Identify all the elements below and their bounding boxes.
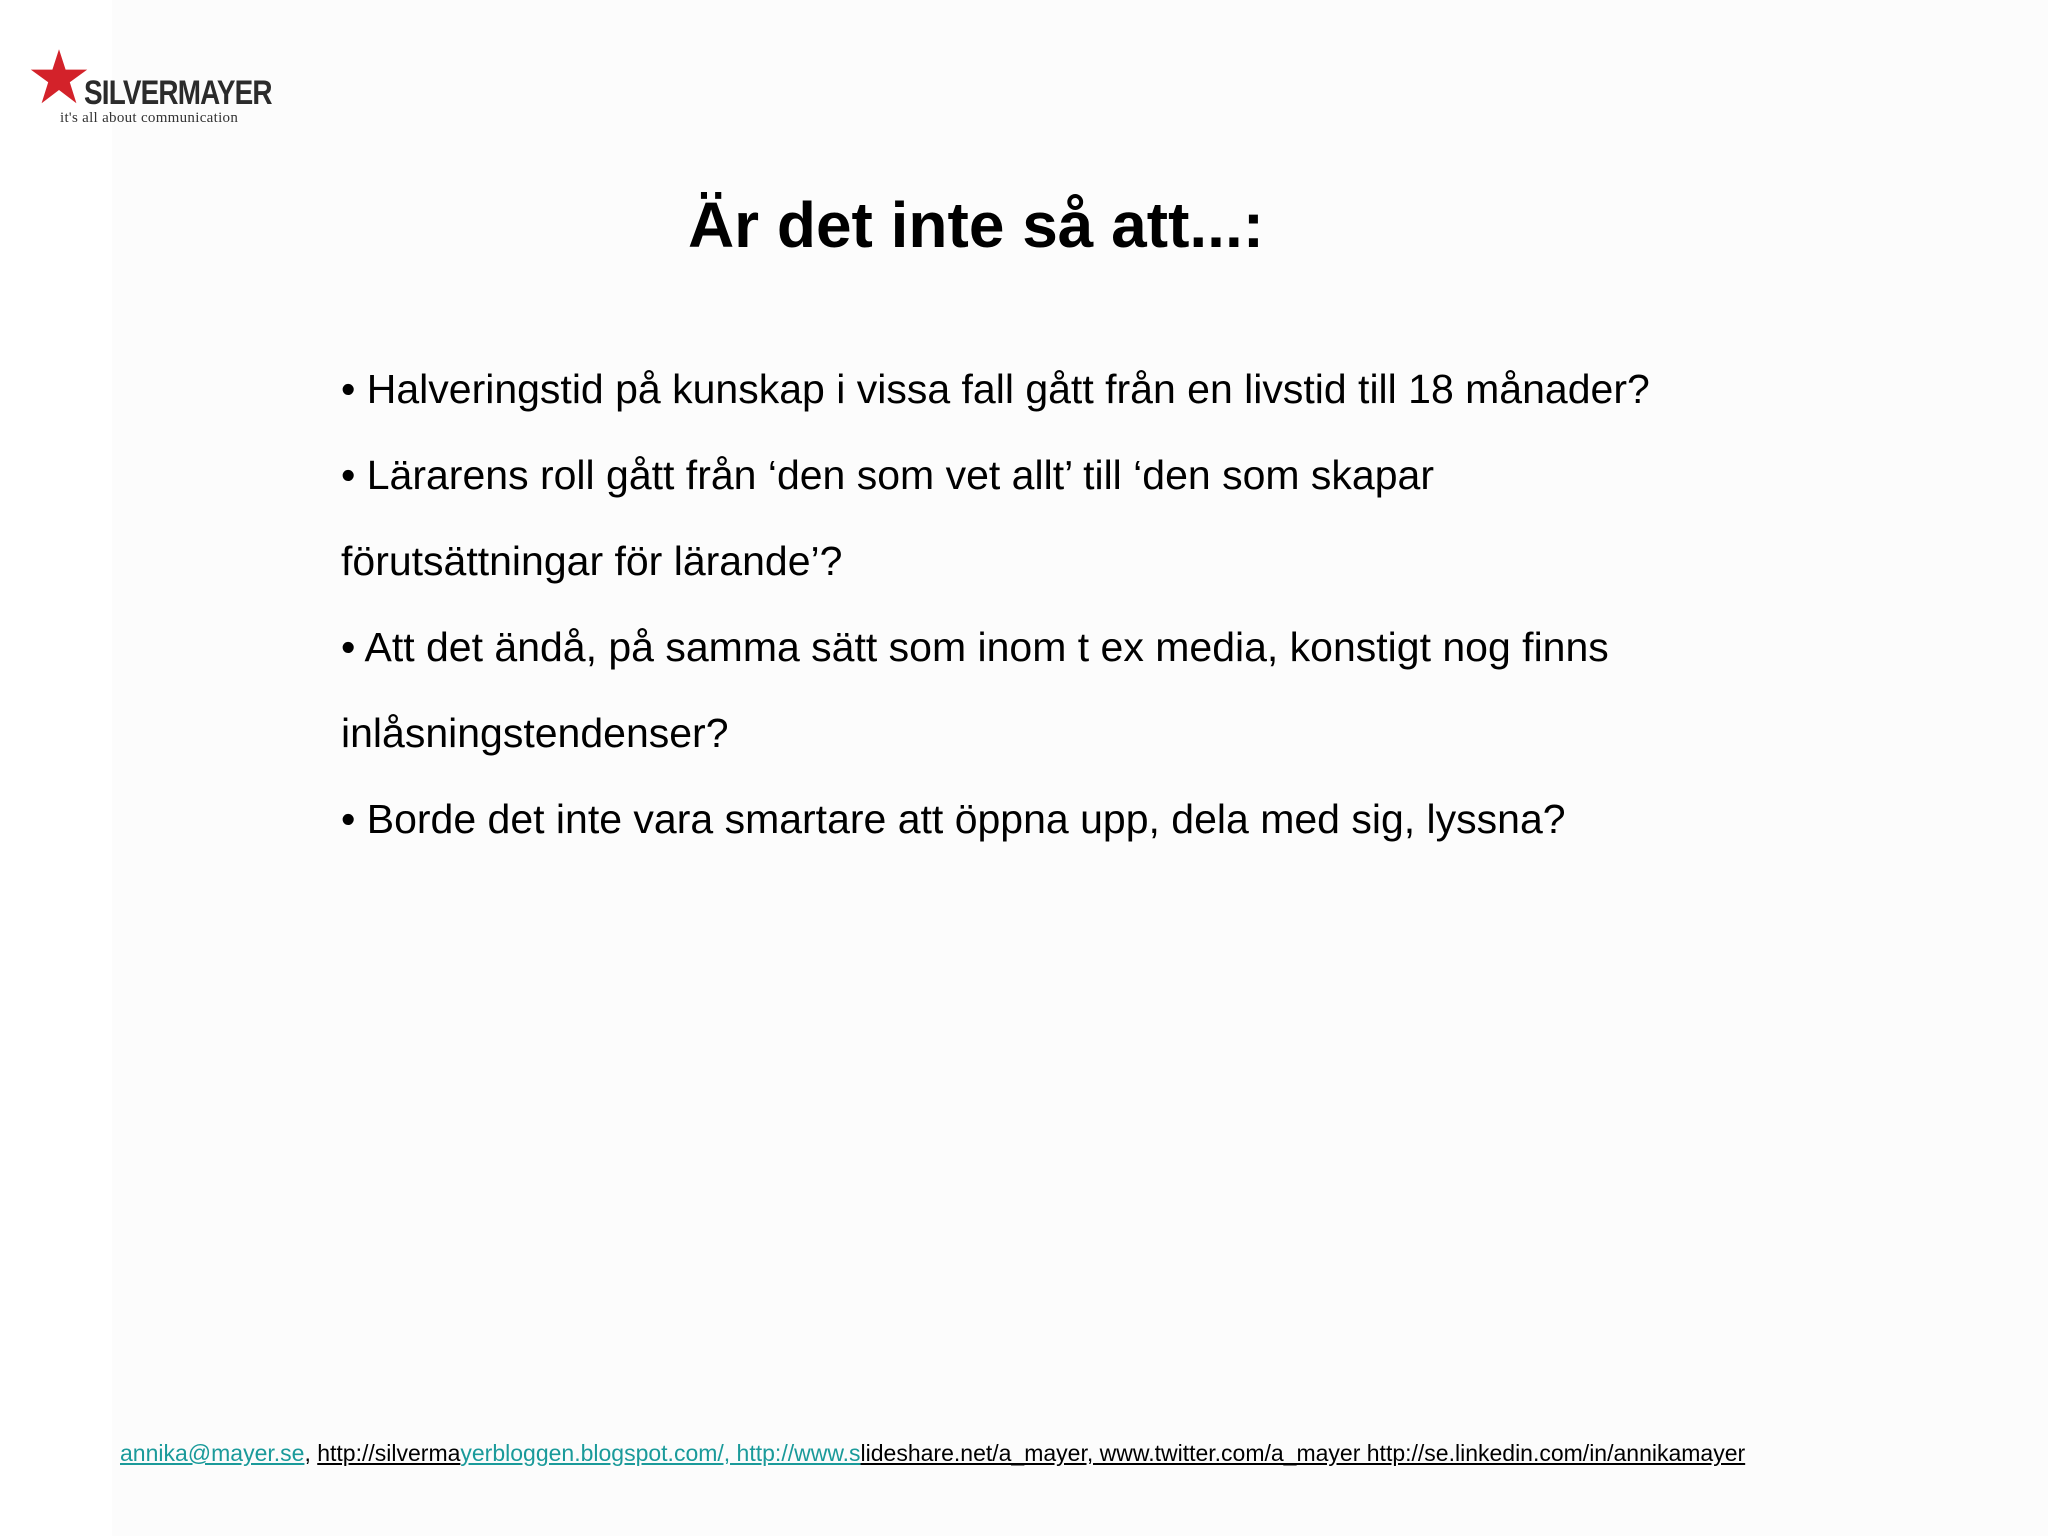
red-star-icon [28, 48, 90, 108]
bullet-list [341, 346, 1701, 862]
slide-title: Är det inte så att...: [687, 189, 1265, 261]
logo-tagline: it's all about communication [60, 110, 239, 126]
email-link[interactable]: annika@mayer.se [120, 1440, 305, 1466]
bullet-item: • Lärarens roll gått från ‘den som vet allt’ till ‘den som skapar förutsättningar för lärande’? [341, 452, 1434, 584]
bullet-item: • Halveringstid på kunskap i vissa fall gått från en livstid till 18 månader? [341, 366, 1650, 412]
blog-link-part-1[interactable]: http://silverma [317, 1440, 461, 1466]
blog-link-part-2[interactable]: yerbloggen.blogspot.com/, http://www.s [460, 1440, 861, 1466]
bullet-item: • Borde det inte vara smartare att öppna upp, dela med sig, lyssna? [341, 796, 1566, 842]
footer-separator: , [304, 1440, 318, 1466]
bullet-item: • Att det ändå, på samma sätt som inom t ex media, konstigt nog finns inlåsningstendenser? [341, 624, 1609, 756]
silvermayer-logo [28, 48, 318, 134]
social-links[interactable]: lideshare.net/a_mayer, www.twitter.com/a_mayer http://se.linkedin.com/in/annikamayer [860, 1440, 1746, 1466]
logo-name: SILVERMAYER [84, 74, 272, 112]
footer-links [120, 1440, 2048, 1467]
